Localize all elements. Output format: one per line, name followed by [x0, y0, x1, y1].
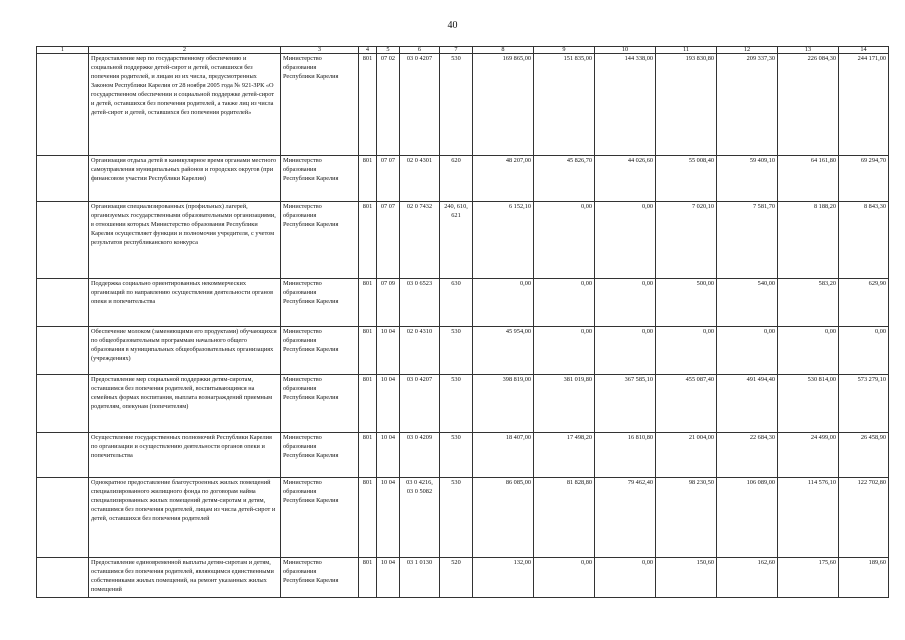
- measure-description: Предоставление мер социальной поддержки детям-сиротам, оставшимся без попечения родителей, воспитывающимся на семейных формах воспитания, выплата вознаграждений приемным родителям, опекунам (попечителям): [89, 375, 281, 433]
- admin-code: 801: [359, 156, 377, 202]
- section-code: 07 07: [377, 202, 400, 279]
- amount-v8: 169 865,00: [473, 54, 534, 156]
- amount-v11: 21 004,00: [656, 433, 717, 478]
- amount-v9: 0,00: [534, 327, 595, 375]
- responsible-agency-line: образования: [283, 443, 317, 450]
- amount-v14: 26 458,90: [839, 433, 889, 478]
- amount-v11: 7 020,10: [656, 202, 717, 279]
- amount-v8: 86 085,00: [473, 478, 534, 558]
- section-code: 10 04: [377, 558, 400, 598]
- expense-type-code-line: 530: [451, 479, 461, 486]
- amount-v14: 122 702,80: [839, 478, 889, 558]
- amount-v12: 209 337,30: [717, 54, 778, 156]
- amount-v11: 55 008,40: [656, 156, 717, 202]
- measure-description: Организация отдыха детей в каникулярное время органами местного самоуправления муниципальных районов и городских округов (при финансовом участии Республики Карелия): [89, 156, 281, 202]
- amount-v14: 189,60: [839, 558, 889, 598]
- amount-v9: 0,00: [534, 202, 595, 279]
- admin-code: 801: [359, 279, 377, 327]
- target-item-code: [400, 202, 440, 279]
- section-code: 07 02: [377, 54, 400, 156]
- table-row: [37, 433, 889, 478]
- responsible-agency-line: Министерство: [283, 434, 322, 441]
- responsible-agency-line: Республики Карелия: [283, 175, 339, 182]
- responsible-agency: [281, 279, 359, 327]
- amount-v10: 0,00: [595, 558, 656, 598]
- amount-v12: 0,00: [717, 327, 778, 375]
- section-code: 10 04: [377, 375, 400, 433]
- expense-type-code: [440, 478, 473, 558]
- responsible-agency-line: Министерство: [283, 328, 322, 335]
- page-number: 40: [447, 20, 458, 31]
- amount-v13: 226 084,30: [778, 54, 839, 156]
- responsible-agency-line: Республики Карелия: [283, 73, 339, 80]
- measure-description: Организация специализированных (профильных) лагерей, организуемых государственными образовательными организациями, в отношении которых Министерство образования Республики Карелия осуществляет функции и полномочия учредителя, с учетом результатов республиканского конкурса: [89, 202, 281, 279]
- amount-v8: 398 819,00: [473, 375, 534, 433]
- target-item-code: [400, 327, 440, 375]
- responsible-agency-line: образования: [283, 488, 317, 495]
- responsible-agency: [281, 156, 359, 202]
- expense-type-code-line: 530: [451, 55, 461, 62]
- column-number-header: 8: [473, 47, 534, 54]
- amount-v9: 381 019,80: [534, 375, 595, 433]
- column-number-header: 7: [440, 47, 473, 54]
- amount-v11: 193 830,80: [656, 54, 717, 156]
- column-number-header: 9: [534, 47, 595, 54]
- admin-code: 801: [359, 327, 377, 375]
- row-number-cell: [37, 433, 89, 478]
- responsible-agency-line: Министерство: [283, 280, 322, 287]
- responsible-agency-line: образования: [283, 337, 317, 344]
- amount-v14: 629,90: [839, 279, 889, 327]
- responsible-agency-line: образования: [283, 64, 317, 71]
- amount-v14: 573 279,10: [839, 375, 889, 433]
- expense-type-code-line: 621: [451, 212, 461, 219]
- amount-v8: 0,00: [473, 279, 534, 327]
- column-number-header: 5: [377, 47, 400, 54]
- row-number-cell: [37, 279, 89, 327]
- responsible-agency-line: образования: [283, 166, 317, 173]
- section-code: 10 04: [377, 327, 400, 375]
- expense-type-code-line: 530: [451, 328, 461, 335]
- amount-v9: 45 826,70: [534, 156, 595, 202]
- responsible-agency: [281, 327, 359, 375]
- amount-v10: 44 026,60: [595, 156, 656, 202]
- responsible-agency: [281, 54, 359, 156]
- amount-v13: 583,20: [778, 279, 839, 327]
- target-item-code: [400, 478, 440, 558]
- admin-code: 801: [359, 202, 377, 279]
- column-number-header: 3: [281, 47, 359, 54]
- amount-v10: 144 338,00: [595, 54, 656, 156]
- amount-v9: 151 835,00: [534, 54, 595, 156]
- measure-description: Поддержка социально ориентированных некоммерческих организаций по направлению осуществления деятельности органов опеки и попечительства: [89, 279, 281, 327]
- responsible-agency-line: образования: [283, 568, 317, 575]
- amount-v10: 16 810,80: [595, 433, 656, 478]
- responsible-agency-line: образования: [283, 289, 317, 296]
- row-number-cell: [37, 478, 89, 558]
- column-number-header: 13: [778, 47, 839, 54]
- column-number-header: 2: [89, 47, 281, 54]
- amount-v14: 244 171,00: [839, 54, 889, 156]
- expense-type-code: [440, 156, 473, 202]
- responsible-agency-line: Республики Карелия: [283, 577, 339, 584]
- responsible-agency-line: Министерство: [283, 479, 322, 486]
- responsible-agency: [281, 558, 359, 598]
- measure-description: Предоставление мер по государственному обеспечению и социальной поддержке детей-сирот и детей, оставшихся без попечения родителей, и лицам из их числа, предусмотренных Законом Республики Карелия от 28 ноября 2005 года № 921-ЗРК «О государственном обеспечении и социальной поддержке детей-сирот и детей, оставшихся без попечения родителей, а также лиц из числа детей-сирот и детей, оставшихся без попечения родителей»: [89, 54, 281, 156]
- expense-type-code-line: 530: [451, 376, 461, 383]
- expense-type-code-line: 240, 610,: [444, 203, 468, 210]
- responsible-agency: [281, 375, 359, 433]
- amount-v8: 18 407,00: [473, 433, 534, 478]
- amount-v14: 0,00: [839, 327, 889, 375]
- target-item-code: [400, 279, 440, 327]
- responsible-agency-line: Республики Карелия: [283, 452, 339, 459]
- row-number-cell: [37, 202, 89, 279]
- table-row: [37, 279, 889, 327]
- column-number-header: 12: [717, 47, 778, 54]
- target-item-code: [400, 433, 440, 478]
- amount-v12: 540,00: [717, 279, 778, 327]
- amount-v13: 0,00: [778, 327, 839, 375]
- amount-v10: 79 462,40: [595, 478, 656, 558]
- target-item-code: [400, 156, 440, 202]
- amount-v13: 64 161,80: [778, 156, 839, 202]
- table-row: [37, 478, 889, 558]
- expense-type-code: [440, 375, 473, 433]
- amount-v10: 367 585,10: [595, 375, 656, 433]
- amount-v11: 455 087,40: [656, 375, 717, 433]
- table-row: [37, 375, 889, 433]
- amount-v13: 8 188,20: [778, 202, 839, 279]
- target-item-code: [400, 558, 440, 598]
- table-row: [37, 156, 889, 202]
- expense-type-code: [440, 279, 473, 327]
- amount-v13: 24 499,00: [778, 433, 839, 478]
- column-number-header: 1: [37, 47, 89, 54]
- table-row: [37, 558, 889, 598]
- responsible-agency-line: Министерство: [283, 203, 322, 210]
- column-number-row: [37, 47, 889, 54]
- measure-description: Однократное предоставление благоустроенных жилых помещений специализированного жилищного фонда по договорам найма специализированных жилых помещений детям-сиротам и детям, оставшимся без попечения родителей, лицам из числа детей-сирот и детей, оставшихся без попечения родителей: [89, 478, 281, 558]
- amount-v12: 7 581,70: [717, 202, 778, 279]
- responsible-agency: [281, 202, 359, 279]
- amount-v11: 500,00: [656, 279, 717, 327]
- admin-code: 801: [359, 478, 377, 558]
- responsible-agency: [281, 433, 359, 478]
- amount-v10: 0,00: [595, 327, 656, 375]
- amount-v12: 59 409,10: [717, 156, 778, 202]
- target-item-code-line: 03 0 4207: [406, 55, 433, 62]
- responsible-agency-line: Республики Карелия: [283, 346, 339, 353]
- responsible-agency-line: образования: [283, 385, 317, 392]
- column-number-header: 4: [359, 47, 377, 54]
- row-number-cell: [37, 375, 89, 433]
- expense-type-code-line: 630: [451, 280, 461, 287]
- responsible-agency-line: Республики Карелия: [283, 394, 339, 401]
- amount-v8: 48 207,00: [473, 156, 534, 202]
- expense-type-code-line: 520: [451, 559, 461, 566]
- amount-v14: 69 294,70: [839, 156, 889, 202]
- budget-table: [36, 46, 889, 598]
- target-item-code-line: 02 0 4310: [406, 328, 433, 335]
- column-number-header: 6: [400, 47, 440, 54]
- amount-v10: 0,00: [595, 202, 656, 279]
- responsible-agency-line: Министерство: [283, 376, 322, 383]
- column-number-header: 11: [656, 47, 717, 54]
- expense-type-code-line: 620: [451, 157, 461, 164]
- responsible-agency-line: Республики Карелия: [283, 497, 339, 504]
- target-item-code-line: 03 0 4209: [406, 434, 433, 441]
- expense-type-code: [440, 433, 473, 478]
- amount-v13: 114 576,10: [778, 478, 839, 558]
- table-row: [37, 54, 889, 156]
- responsible-agency-line: Республики Карелия: [283, 221, 339, 228]
- amount-v9: 0,00: [534, 558, 595, 598]
- expense-type-code: [440, 202, 473, 279]
- amount-v8: 132,00: [473, 558, 534, 598]
- row-number-cell: [37, 327, 89, 375]
- amount-v10: 0,00: [595, 279, 656, 327]
- amount-v8: 45 954,00: [473, 327, 534, 375]
- amount-v11: 0,00: [656, 327, 717, 375]
- table-row: [37, 202, 889, 279]
- amount-v8: 6 152,10: [473, 202, 534, 279]
- expense-type-code: [440, 327, 473, 375]
- amount-v9: 0,00: [534, 279, 595, 327]
- row-number-cell: [37, 558, 89, 598]
- column-number-header: 10: [595, 47, 656, 54]
- section-code: 07 09: [377, 279, 400, 327]
- amount-v12: 22 684,30: [717, 433, 778, 478]
- expense-type-code: [440, 558, 473, 598]
- admin-code: 801: [359, 558, 377, 598]
- amount-v12: 162,60: [717, 558, 778, 598]
- target-item-code: [400, 375, 440, 433]
- responsible-agency-line: Министерство: [283, 55, 322, 62]
- amount-v12: 491 494,40: [717, 375, 778, 433]
- row-number-cell: [37, 54, 89, 156]
- amount-v14: 8 843,30: [839, 202, 889, 279]
- row-number-cell: [37, 156, 89, 202]
- responsible-agency: [281, 478, 359, 558]
- expense-type-code-line: 530: [451, 434, 461, 441]
- responsible-agency-line: Республики Карелия: [283, 298, 339, 305]
- target-item-code-line: 03 0 4207: [406, 376, 433, 383]
- table-row: [37, 327, 889, 375]
- amount-v9: 81 828,80: [534, 478, 595, 558]
- measure-description: Обеспечение молоком (заменяющими его продуктами) обучающихся по общеобразовательным программам начального общего образования в муниципальных общеобразовательных организациях (учреждениях): [89, 327, 281, 375]
- amount-v9: 17 498,20: [534, 433, 595, 478]
- responsible-agency-line: образования: [283, 212, 317, 219]
- measure-description: Предоставление единовременной выплаты детям-сиротам и детям, оставшимся без попечения родителей, являющимся единственными собственниками жилых помещений, на ремонт указанных жилых помещений: [89, 558, 281, 598]
- responsible-agency-line: Министерство: [283, 559, 322, 566]
- amount-v13: 175,60: [778, 558, 839, 598]
- target-item-code-line: 03 1 0130: [406, 559, 433, 566]
- target-item-code-line: 03 0 4216,: [406, 479, 433, 486]
- amount-v11: 150,60: [656, 558, 717, 598]
- target-item-code-line: 02 0 4301: [406, 157, 433, 164]
- expense-type-code: [440, 54, 473, 156]
- amount-v12: 106 089,00: [717, 478, 778, 558]
- section-code: 07 07: [377, 156, 400, 202]
- section-code: 10 04: [377, 478, 400, 558]
- responsible-agency-line: Министерство: [283, 157, 322, 164]
- section-code: 10 04: [377, 433, 400, 478]
- target-item-code-line: 03 0 5082: [406, 488, 433, 495]
- target-item-code-line: 03 0 6523: [406, 280, 433, 287]
- column-number-header: 14: [839, 47, 889, 54]
- target-item-code: [400, 54, 440, 156]
- admin-code: 801: [359, 433, 377, 478]
- amount-v11: 98 230,50: [656, 478, 717, 558]
- target-item-code-line: 02 0 7432: [406, 203, 433, 210]
- admin-code: 801: [359, 375, 377, 433]
- measure-description: Осуществление государственных полномочий Республики Карелия по организации и осуществлению деятельности органов опеки и попечительства: [89, 433, 281, 478]
- amount-v13: 530 814,00: [778, 375, 839, 433]
- admin-code: 801: [359, 54, 377, 156]
